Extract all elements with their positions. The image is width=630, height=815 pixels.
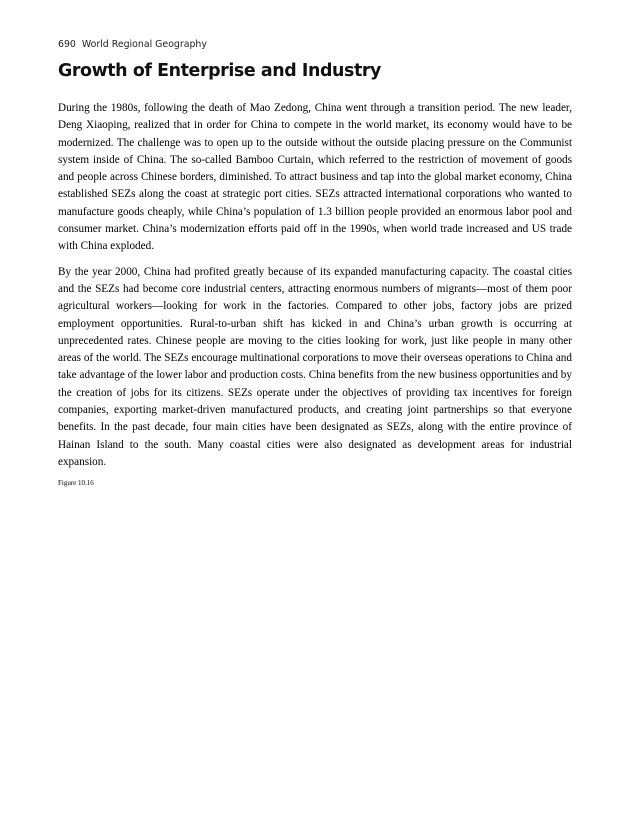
- section-title: Growth of Enterprise and Industry: [58, 61, 381, 81]
- document-page: [58, 0, 572, 815]
- book-title: World Regional Geography: [81, 39, 207, 50]
- paragraph-2: By the year 2000, China had profited greatly because of its expanded manufacturing capacity. The coastal cities and the SEZs had become core industrial centers, attracting enormous numbers of migrants—most of them poor agricultural workers—looking for work in the factories. Compared to other jobs, factory jobs are prized employment opportunities. Rural-to-urban shift has kicked in and China’s urban growth is occurring at unprecedented rates. Chinese people are moving to the cities looking for work, just like people in many other areas of the world. The SEZs encourage multinational corporations to move their overseas operations to China and take advantage of the lower labor and production costs. China benefits from the new business opportunities and by the creation of jobs for its citizens. SEZs operate under the objectives of providing tax incentives for foreign companies, exporting market-driven manufactured products, and creating joint partnerships so that everyone benefits. In the past decade, four main cities have been designated as SEZs, along with the entire province of Hainan Island to the south. Many coastal cities were also designated as development areas for industrial expansion.: [58, 265, 572, 468]
- running-header: [58, 39, 207, 51]
- figure-reference: Figure 10.16: [58, 479, 94, 488]
- page-number: 690: [58, 39, 76, 50]
- body-text: [58, 100, 572, 488]
- paragraph-1: During the 1980s, following the death of Mao Zedong, China went through a transition period. The new leader, Deng Xiaoping, realized that in order for China to compete in the world market, its economy would have to be modernized. The challenge was to open up to the outside without the outside placing pressure on the Communist system inside of China. The so-called Bamboo Curtain, which referred to the restriction of movement of goods and people across Chinese borders, diminished. To attract business and tap into the global market economy, China established SEZs along the coast at strategic port cities. SEZs attracted international corporations who wanted to manufacture goods cheaply, while China’s population of 1.3 billion people provided an enormous labor pool and consumer market. China’s modernization efforts paid off in the 1990s, when world trade increased and US trade with China exploded.: [58, 102, 572, 253]
